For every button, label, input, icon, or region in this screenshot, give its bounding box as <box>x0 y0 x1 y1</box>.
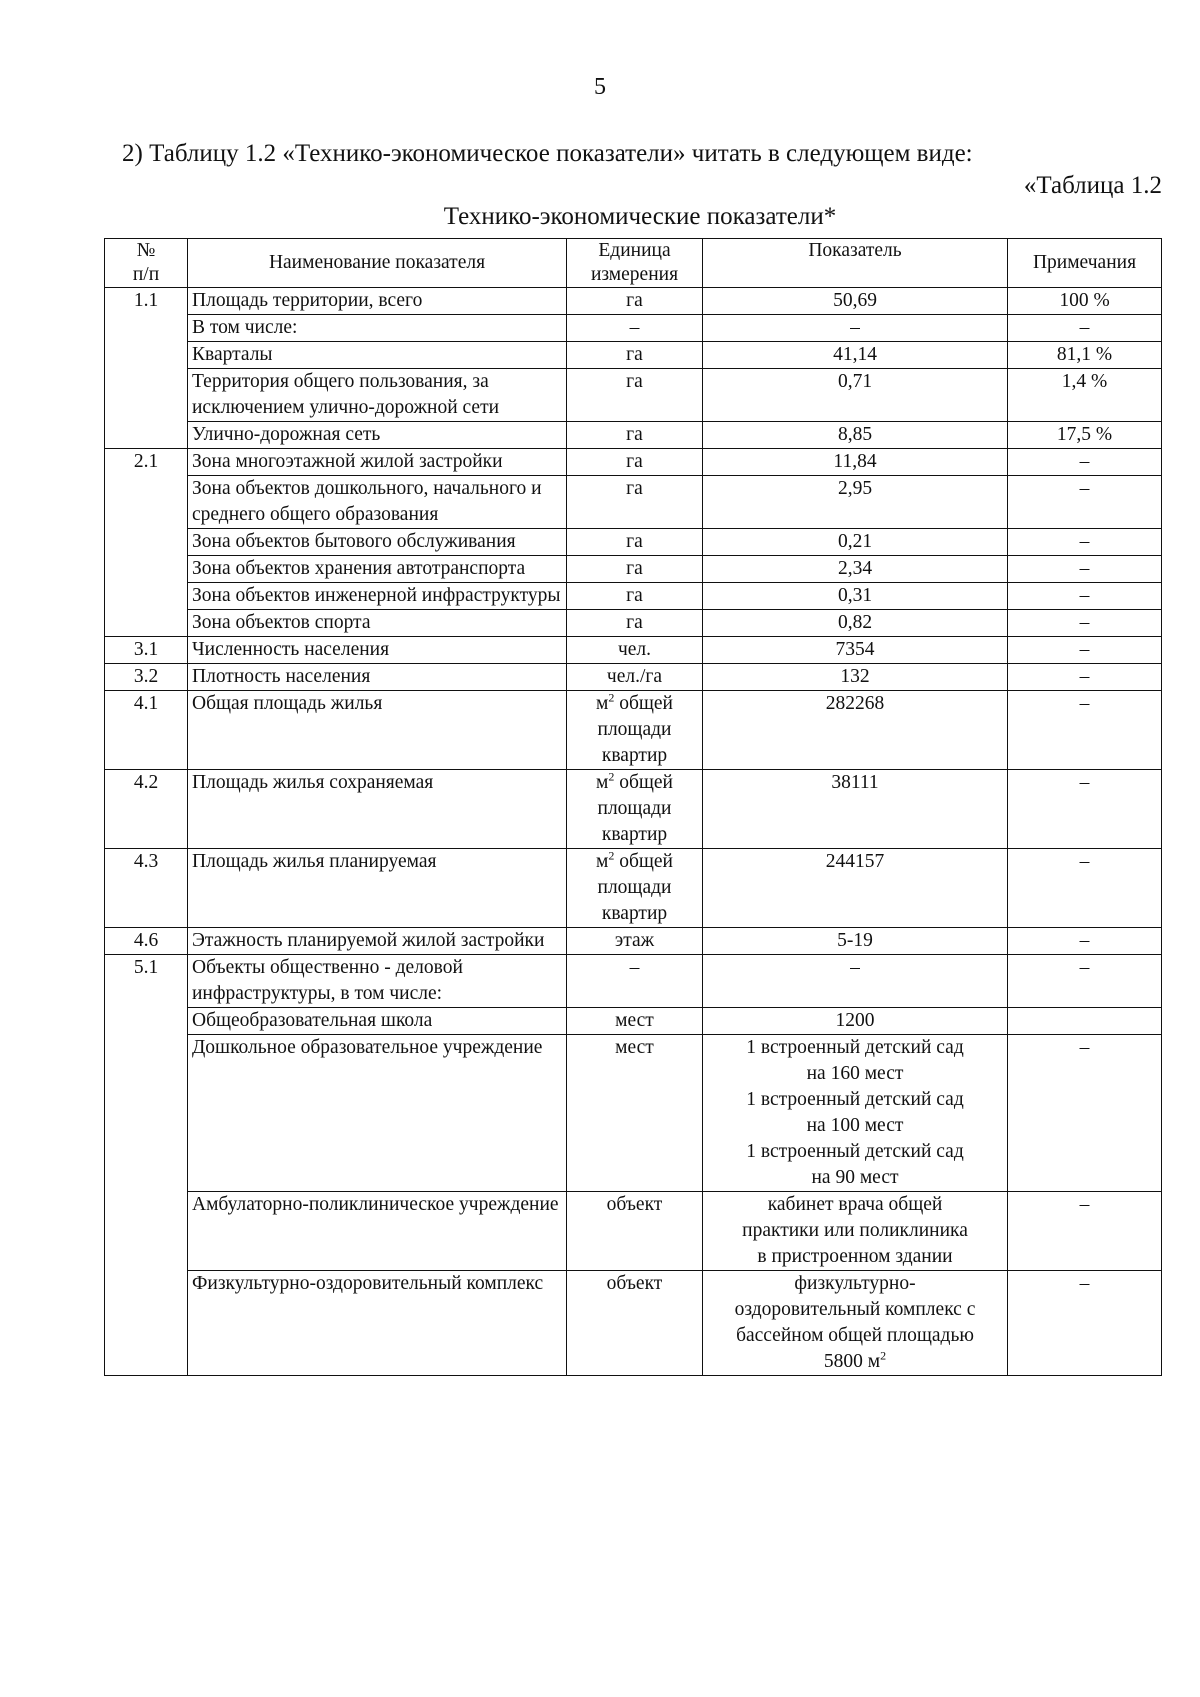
cell-value: 132 <box>703 664 1008 691</box>
unit-rest: общей площади квартир <box>597 693 673 766</box>
cell-name: Площадь жилья сохраняемая <box>188 770 567 849</box>
value-line: физкультурно- <box>794 1273 916 1294</box>
table-row <box>105 529 1162 556</box>
table-body <box>105 288 1162 1376</box>
value-line: на 160 мест <box>806 1063 904 1084</box>
cell-note: – <box>1008 1192 1162 1271</box>
cell-note: – <box>1008 664 1162 691</box>
cell-name: Территория общего пользования, за исключением улично-дорожной сети <box>188 369 567 422</box>
cell-num: 4.6 <box>105 928 188 955</box>
cell-num: 4.2 <box>105 770 188 849</box>
value-line: оздоровительный комплекс с <box>734 1299 976 1320</box>
header-unit: Единица измерения <box>567 239 703 288</box>
cell-name: Этажность планируемой жилой застройки <box>188 928 567 955</box>
value-line: кабинет врача общей <box>767 1194 943 1215</box>
cell-unit: га <box>567 476 703 529</box>
cell-unit <box>567 849 703 928</box>
cell-name: Площадь территории, всего <box>188 288 567 315</box>
cell-note: – <box>1008 1271 1162 1376</box>
cell-value: 0,31 <box>703 583 1008 610</box>
unit-superscript: 2 <box>608 769 615 784</box>
cell-note: – <box>1008 691 1162 770</box>
cell-value: 1200 <box>703 1008 1008 1035</box>
cell-num <box>105 529 188 556</box>
cell-note: – <box>1008 928 1162 955</box>
cell-value: 0,21 <box>703 529 1008 556</box>
value-line: бассейном общей площадью <box>736 1325 974 1346</box>
table-reference: «Таблица 1.2 <box>1023 172 1162 199</box>
table-row <box>105 342 1162 369</box>
cell-note: – <box>1008 556 1162 583</box>
cell-value: 0,82 <box>703 610 1008 637</box>
cell-note: – <box>1008 583 1162 610</box>
table-row <box>105 315 1162 342</box>
cell-name: Зона многоэтажной жилой застройки <box>188 449 567 476</box>
cell-note: – <box>1008 770 1162 849</box>
cell-num <box>105 342 188 369</box>
header-value: Показатель <box>703 239 1008 288</box>
cell-unit: га <box>567 342 703 369</box>
unit-superscript: 2 <box>608 848 615 863</box>
table-row <box>105 637 1162 664</box>
cell-note: – <box>1008 610 1162 637</box>
cell-unit: чел. <box>567 637 703 664</box>
cell-num: 4.1 <box>105 691 188 770</box>
value-line: 1 встроенный детский сад <box>746 1089 964 1110</box>
cell-value: 11,84 <box>703 449 1008 476</box>
value-line: 5800 $м^2$ <box>823 1348 887 1372</box>
value-line: на 90 мест <box>811 1167 899 1188</box>
cell-num: 4.3 <box>105 849 188 928</box>
table-row <box>105 928 1162 955</box>
unit-rest: общей площади квартир <box>597 772 673 845</box>
cell-unit: – <box>567 955 703 1008</box>
cell-value: 8,85 <box>703 422 1008 449</box>
cell-unit: га <box>567 529 703 556</box>
table-row <box>105 449 1162 476</box>
unit-rest: общей площади квартир <box>597 851 673 924</box>
cell-num <box>105 610 188 637</box>
cell-note: – <box>1008 449 1162 476</box>
unit-m: м <box>596 851 609 872</box>
header-note: Примечания <box>1008 239 1162 288</box>
cell-value: – <box>703 955 1008 1008</box>
cell-unit: этаж <box>567 928 703 955</box>
cell-num: 3.1 <box>105 637 188 664</box>
table-row <box>105 770 1162 849</box>
cell-value: 38111 <box>703 770 1008 849</box>
cell-name: Амбулаторно-поликлиническое учреждение <box>188 1192 567 1271</box>
cell-note: – <box>1008 955 1162 1008</box>
cell-value: – <box>703 315 1008 342</box>
cell-value: 244157 <box>703 849 1008 928</box>
cell-num <box>105 583 188 610</box>
cell-name: Площадь жилья планируемая <box>188 849 567 928</box>
table-row <box>105 556 1162 583</box>
table-row <box>105 610 1162 637</box>
cell-unit: га <box>567 288 703 315</box>
cell-value <box>703 1271 1008 1376</box>
cell-value: 2,34 <box>703 556 1008 583</box>
cell-value: 2,95 <box>703 476 1008 529</box>
header-name: Наименование показателя <box>188 239 567 288</box>
cell-name: Объекты общественно - деловой инфраструктуры, в том числе: <box>188 955 567 1008</box>
cell-value <box>703 1035 1008 1192</box>
cell-name: Кварталы <box>188 342 567 369</box>
table-row <box>105 664 1162 691</box>
cell-name: В том числе: <box>188 315 567 342</box>
table-row <box>105 849 1162 928</box>
cell-num <box>105 422 188 449</box>
cell-note: – <box>1008 849 1162 928</box>
cell-value: 50,69 <box>703 288 1008 315</box>
unit-superscript: 2 <box>608 690 615 705</box>
cell-name: Дошкольное образовательное учреждение <box>188 1035 567 1192</box>
cell-value: 5-19 <box>703 928 1008 955</box>
intro-text: 2) Таблицу 1.2 «Технико-экономическое показатели» читать в следующем виде: <box>122 140 973 167</box>
cell-num <box>105 369 188 422</box>
cell-note: 81,1 % <box>1008 342 1162 369</box>
table-row <box>105 1192 1162 1271</box>
table-row <box>105 369 1162 422</box>
cell-note: – <box>1008 315 1162 342</box>
cell-note <box>1008 1008 1162 1035</box>
cell-name: Общая площадь жилья <box>188 691 567 770</box>
table-row <box>105 476 1162 529</box>
cell-note: – <box>1008 476 1162 529</box>
cell-num: 5.1 <box>105 955 188 1008</box>
cell-unit: объект <box>567 1192 703 1271</box>
cell-note: 17,5 % <box>1008 422 1162 449</box>
cell-note: – <box>1008 1035 1162 1192</box>
cell-unit: га <box>567 556 703 583</box>
cell-unit: – <box>567 315 703 342</box>
cell-num <box>105 476 188 529</box>
cell-unit: га <box>567 583 703 610</box>
cell-value: 0,71 <box>703 369 1008 422</box>
cell-unit: объект <box>567 1271 703 1376</box>
cell-num <box>105 1192 188 1271</box>
indicators-table <box>104 238 1162 1376</box>
page-number: 5 <box>594 74 606 100</box>
cell-unit: мест <box>567 1008 703 1035</box>
cell-value: 7354 <box>703 637 1008 664</box>
value-line: в пристроенном здании <box>757 1246 953 1267</box>
cell-num <box>105 556 188 583</box>
cell-num <box>105 1271 188 1376</box>
cell-num: 1.1 <box>105 288 188 315</box>
unit-m: м <box>596 693 609 714</box>
cell-name: Зона объектов дошкольного, начального и среднего общего образования <box>188 476 567 529</box>
cell-value: 282268 <box>703 691 1008 770</box>
cell-unit: га <box>567 449 703 476</box>
table-title: Технико-экономические показатели* <box>443 203 837 230</box>
cell-note: 1,4 % <box>1008 369 1162 422</box>
cell-num: 3.2 <box>105 664 188 691</box>
cell-name: Общеобразовательная школа <box>188 1008 567 1035</box>
cell-name: Улично-дорожная сеть <box>188 422 567 449</box>
unit-m: м <box>596 772 609 793</box>
cell-note: – <box>1008 529 1162 556</box>
cell-note: 100 % <box>1008 288 1162 315</box>
table-row <box>105 1271 1162 1376</box>
value-line: 1 встроенный детский сад <box>746 1141 964 1162</box>
cell-name: Зона объектов бытового обслуживания <box>188 529 567 556</box>
table-row <box>105 691 1162 770</box>
cell-unit: га <box>567 369 703 422</box>
cell-name: Зона объектов хранения автотранспорта <box>188 556 567 583</box>
table-row <box>105 1035 1162 1192</box>
table-row <box>105 1008 1162 1035</box>
cell-unit: га <box>567 422 703 449</box>
cell-num: 2.1 <box>105 449 188 476</box>
value-line: практики или поликлиника <box>742 1220 968 1241</box>
cell-num <box>105 1008 188 1035</box>
table-row <box>105 583 1162 610</box>
cell-unit <box>567 691 703 770</box>
cell-unit: мест <box>567 1035 703 1192</box>
cell-note: – <box>1008 637 1162 664</box>
cell-num <box>105 1035 188 1192</box>
cell-value <box>703 1192 1008 1271</box>
cell-value: 41,14 <box>703 342 1008 369</box>
table-row <box>105 422 1162 449</box>
cell-name: Зона объектов инженерной инфраструктуры <box>188 583 567 610</box>
cell-name: Численность населения <box>188 637 567 664</box>
cell-name: Плотность населения <box>188 664 567 691</box>
cell-num <box>105 315 188 342</box>
value-line: 1 встроенный детский сад <box>746 1037 964 1058</box>
cell-name: Зона объектов спорта <box>188 610 567 637</box>
cell-unit: га <box>567 610 703 637</box>
cell-unit: чел./га <box>567 664 703 691</box>
table-row <box>105 288 1162 315</box>
table-header-row <box>105 239 1162 288</box>
table-row <box>105 955 1162 1008</box>
cell-unit <box>567 770 703 849</box>
cell-name: Физкультурно-оздоровительный комплекс <box>188 1271 567 1376</box>
value-line: на 100 мест <box>806 1115 904 1136</box>
header-num: № п/п <box>105 239 188 288</box>
